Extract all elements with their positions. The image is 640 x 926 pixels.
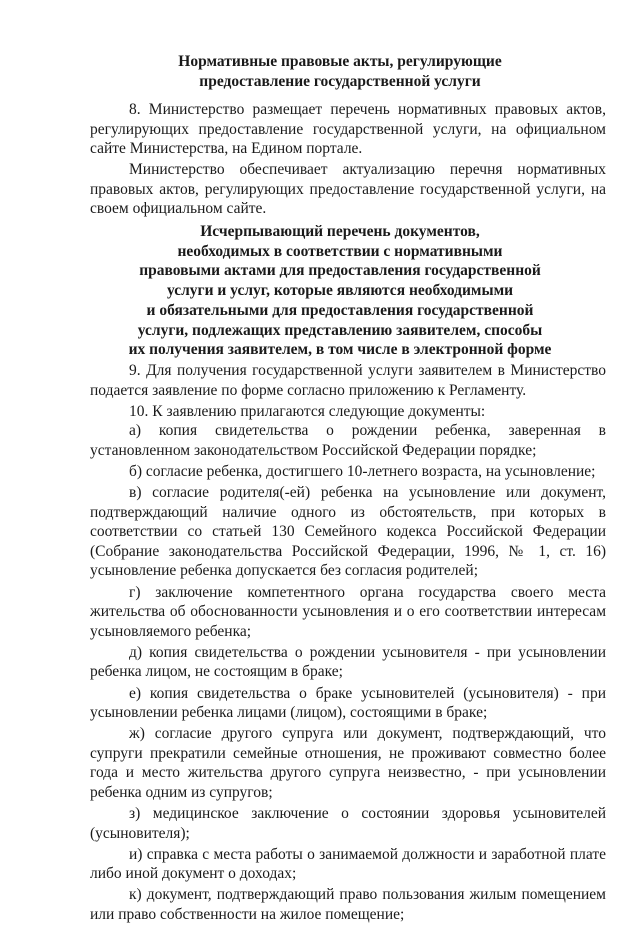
list-item-b: б) согласие ребенка, достигшего 10-летнего возраста, на усыновление; <box>129 462 596 480</box>
list-item-e: е) копия свидетельства о браке усыновителей (усыновителя) - при усыновлении ребенка лицами (лицом), состоящими в браке; <box>90 684 606 722</box>
heading-line: услуги и услуг, которые являются необходимыми <box>166 282 514 300</box>
list-item-k: к) документ, подтверждающий право пользования жилым помещением или право собственности на жилое помещение; <box>90 886 606 924</box>
list-item-v: в) согласие родителя(-ей) ребенка на усыновление или документ, подтверждающий наличие одного из обстоятельств, при которых в соответствии со статьей 130 Семейного кодекса Российской Федерации (Собрание законодательства Российской Федерации, 1996, № 1, ст. 16) усыновление ребенка допускается без согласия родителей; <box>90 484 606 580</box>
list-item-zh: ж) согласие другого супруга или документ, подтверждающий, что супруги прекратили семейные отношения, не проживают совместно более года и место жительства другого супруга неизвестно, - при усыновлении ребенка одним из супругов; <box>90 725 606 801</box>
list-item-d: д) копия свидетельства о рождении усыновителя - при усыновлении ребенка лицом, не состоящим в браке; <box>90 643 606 681</box>
section-body-documents-list <box>90 361 606 926</box>
paragraph-10: 10. К заявлению прилагаются следующие документы: <box>129 402 486 420</box>
heading-line: услуги, подлежащих представлению заявителем, способы <box>137 321 543 339</box>
paragraph-9: 9. Для получения государственной услуги заявителем в Министерство подается заявление по форме согласно приложению к Регламенту. <box>90 362 606 399</box>
paragraph-actualization: Министерство обеспечивает актуализацию перечня нормативных правовых актов, регулирующих предоставление государственной услуги, на своем официальном сайте. <box>90 161 606 218</box>
heading-line: правовыми актами для предоставления государственной <box>139 262 541 280</box>
heading-line: Исчерпывающий перечень документов, <box>200 223 480 240</box>
heading-line: необходимых в соответствии с нормативными <box>177 242 503 260</box>
list-item-z: з) медицинское заключение о состоянии здоровья усыновителей (усыновителя); <box>90 805 606 842</box>
list-item-a: а) копия свидетельства о рождении ребенка, заверенная в установленном законодательством Российской Федерации порядке; <box>90 422 606 459</box>
section-heading-documents-list <box>80 222 600 360</box>
section-body-normative-acts <box>90 100 606 221</box>
heading-line: их получения заявителем, в том числе в электронной форме <box>128 341 552 359</box>
paragraph-8: 8. Министерство размещает перечень нормативных правовых актов, регулирующих предоставление государственной услуги, на официальном сайте Министерства, на Едином портале. <box>90 101 606 158</box>
heading-line: Нормативные правовые акты, регулирующие <box>178 53 502 70</box>
list-item-g: г) заключение компетентного органа государства своего места жительства об обоснованности усыновления и о его соответствии интересам усыновляемого ребенка; <box>90 583 606 640</box>
section-heading-normative-acts <box>80 52 600 92</box>
list-item-i: и) справка с места работы о занимаемой должности и заработной плате либо иной документ о доходах; <box>90 845 606 883</box>
heading-line: и обязательными для предоставления государственной <box>146 301 534 319</box>
heading-line: предоставление государственной услуги <box>199 73 481 90</box>
